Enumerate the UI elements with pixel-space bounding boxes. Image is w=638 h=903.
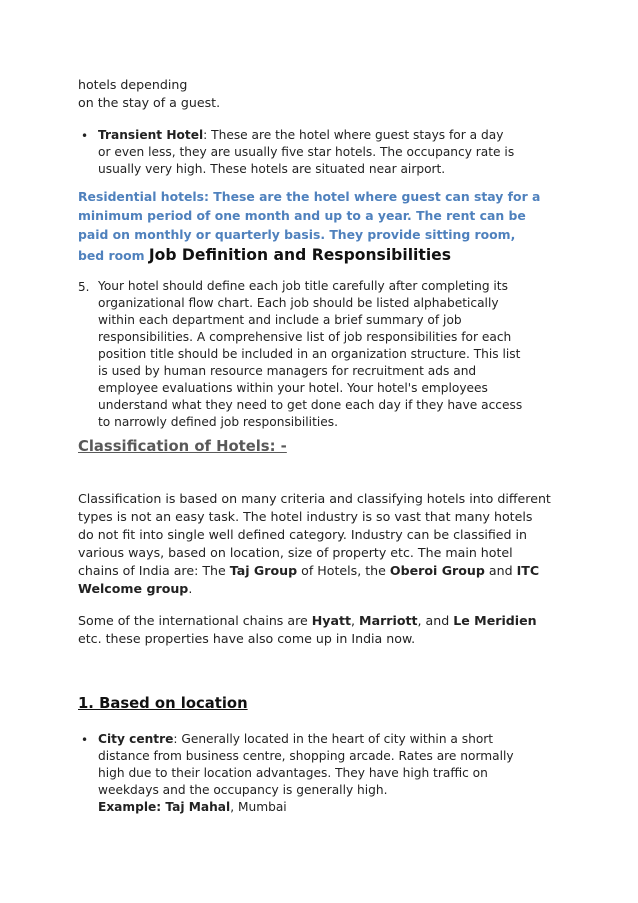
item5-line: organizational flow chart. Each job should be listed alphabetically — [98, 296, 499, 310]
item5-line: within each department and include a brief summary of job — [98, 313, 462, 327]
classification-text: of Hotels, the — [297, 563, 390, 578]
international-chains-paragraph — [78, 612, 578, 648]
city-centre-bullet — [81, 731, 568, 816]
residential-text: Residential hotels: These are the hotel where guest can stay for a — [78, 189, 541, 204]
le-meridien: Le Meridien — [453, 613, 537, 628]
city-centre-text: high due to their location advantages. They have high traffic on — [98, 766, 488, 780]
marriott: Marriott — [359, 613, 418, 628]
bullet-icon: • — [81, 129, 89, 143]
transient-text: or even less, they are usually five star hotels. The occupancy rate is — [98, 145, 515, 159]
transient-hotel-term: Transient Hotel — [98, 128, 204, 142]
chains-text: , and — [417, 613, 454, 628]
intro-line: hotels depending — [78, 77, 188, 92]
classification-line: do not fit into single well defined category. Industry can be classified in — [78, 527, 528, 542]
hyatt: Hyatt — [311, 613, 352, 628]
item5-line: to narrowly defined job responsibilities. — [98, 415, 338, 429]
oberoi-group: Oberoi Group — [389, 563, 485, 578]
item5-line: is used by human resource managers for recruitment ads and — [98, 364, 477, 378]
transient-text: : These are the hotel where guest stays for a day — [203, 128, 504, 142]
intro-paragraph — [78, 76, 568, 112]
city-centre-text: weekdays and the occupancy is generally high. — [98, 783, 388, 797]
residential-text: paid on monthly or quarterly basis. They provide sitting room, — [78, 227, 516, 242]
item5-line: responsibilities. A comprehensive list of job responsibilities for each — [98, 330, 512, 344]
chains-text: Some of the international chains are — [78, 613, 312, 628]
residential-text: minimum period of one month and up to a year. The rent can be — [78, 208, 526, 223]
classification-paragraph — [78, 490, 578, 598]
classification-line: various ways, based on location, size of property etc. The main hotel — [78, 545, 513, 560]
numbered-item-5 — [78, 278, 568, 431]
city-centre-term: City centre — [98, 732, 174, 746]
classification-line: Classification is based on many criteria and classifying hotels into different — [78, 491, 551, 506]
item5-line: employee evaluations within your hotel. Your hotel's employees — [98, 381, 488, 395]
transient-hotel-bullet — [81, 127, 568, 178]
intro-line: on the stay of a guest. — [78, 95, 221, 110]
bullet-icon: • — [81, 733, 89, 747]
classification-line: types is not an easy task. The hotel industry is so vast that many hotels — [78, 509, 533, 524]
chains-text: , — [351, 613, 360, 628]
based-on-location-heading: 1. Based on location — [78, 695, 248, 712]
example-label: Example: Taj Mahal — [98, 800, 231, 814]
list-number: 5. — [78, 280, 90, 294]
chains-text: etc. these properties have also come up in India now. — [78, 631, 416, 646]
taj-group: Taj Group — [229, 563, 298, 578]
welcome-group: Welcome group — [78, 581, 189, 596]
residential-text: bed room — [78, 248, 149, 263]
classification-text: and — [484, 563, 517, 578]
classification-text: chains of India are: The — [78, 563, 230, 578]
classification-text: . — [188, 581, 193, 596]
itc: ITC — [516, 563, 540, 578]
example-text: , Mumbai — [230, 800, 287, 814]
transient-text: usually very high. These hotels are situated near airport. — [98, 162, 446, 176]
location-section — [78, 694, 568, 714]
item5-line: Your hotel should define each job title carefully after completing its — [98, 279, 508, 293]
job-definition-heading: Job Definition and Responsibilities — [148, 246, 452, 264]
item5-line: understand what they need to get done each day if they have access — [98, 398, 523, 412]
item5-line: position title should be included in an organization structure. This list — [98, 347, 521, 361]
city-centre-text: distance from business centre, shopping arcade. Rates are normally — [98, 749, 514, 763]
classification-section — [78, 437, 568, 457]
classification-heading: Classification of Hotels: - — [78, 438, 287, 455]
city-centre-text: : Generally located in the heart of city within a short — [173, 732, 494, 746]
residential-hotels-paragraph — [78, 187, 578, 266]
